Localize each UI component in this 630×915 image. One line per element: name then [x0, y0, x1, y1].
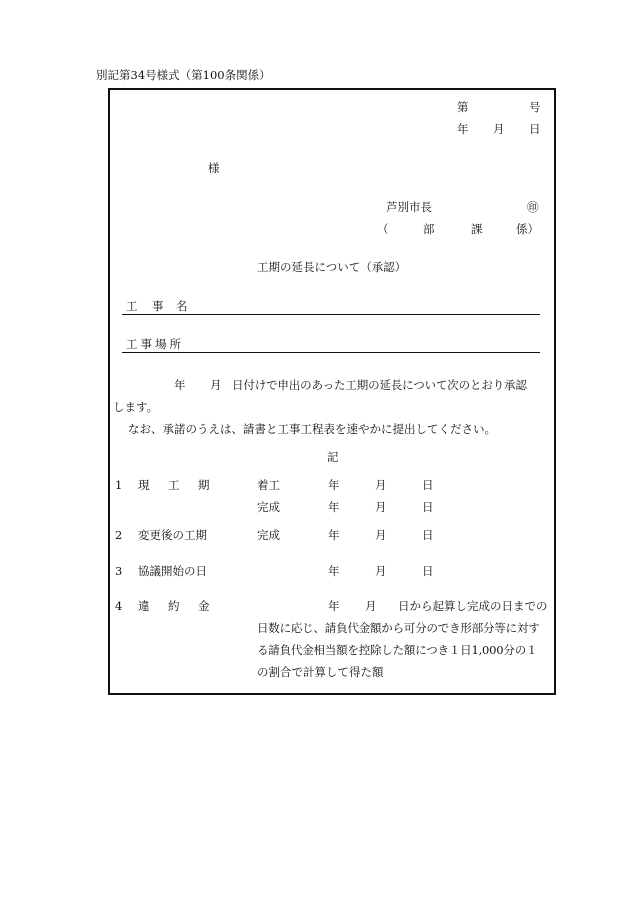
item3-tsuki: 月: [375, 564, 387, 578]
item1-start-label: 着工: [257, 478, 280, 492]
item2-hi: 日: [422, 528, 434, 542]
item1-end-hi: 日: [422, 500, 434, 514]
issuer-title: 芦別市長: [386, 200, 432, 214]
item4-line1-rest: 日から起算し完成の日までの: [398, 599, 548, 613]
item3-hi: 日: [422, 564, 434, 578]
dept-ka: 課: [471, 222, 483, 236]
item1-end-label: 完成: [257, 500, 280, 514]
item1-start-hi: 日: [422, 478, 434, 492]
construction-name-label-1: 工: [126, 299, 138, 313]
item4-label-3: 金: [198, 599, 210, 613]
dept-bu: 部: [423, 222, 435, 236]
doc-date-hi: 日: [529, 122, 541, 136]
item3-nen: 年: [328, 564, 340, 578]
item1-label-3: 期: [198, 478, 210, 492]
body-tsuki: 月: [210, 378, 222, 392]
doc-date-tsuki: 月: [493, 122, 505, 136]
construction-site-label: 工事場所: [126, 337, 184, 351]
item3-label: 協議開始の日: [138, 564, 207, 578]
item4-nen: 年: [328, 599, 340, 613]
addressee-suffix: 様: [208, 161, 220, 175]
construction-name-label-2: 事: [152, 299, 164, 313]
body-line3: なお、承諾のうえは、請書と工事工程表を速やかに提出してください。: [128, 422, 496, 436]
item4-label-2: 約: [168, 599, 180, 613]
item4-number: 4: [115, 599, 123, 613]
doc-number-dai: 第: [457, 100, 469, 114]
item4-label-1: 違: [138, 599, 150, 613]
item1-start-nen: 年: [328, 478, 340, 492]
item1-label-1: 現: [138, 478, 150, 492]
item2-nen: 年: [328, 528, 340, 542]
item4-line3: る請負代金相当額を控除した額につき１日1,000分の１: [257, 643, 538, 657]
item1-number: 1: [115, 478, 123, 492]
construction-name-underline: [122, 314, 540, 315]
item2-end-label: 完成: [257, 528, 280, 542]
item1-label-2: 工: [168, 478, 180, 492]
ki-heading: 記: [327, 450, 339, 464]
construction-site-underline: [122, 352, 540, 353]
item3-number: 3: [115, 564, 123, 578]
item1-end-nen: 年: [328, 500, 340, 514]
item4-tsuki: 月: [365, 599, 377, 613]
body-line1-rest: 日付けで申出のあった工期の延長について次のとおり承認: [232, 378, 527, 392]
item2-tsuki: 月: [375, 528, 387, 542]
doc-number-go: 号: [529, 100, 541, 114]
item4-line2: 日数に応じ、請負代金額から可分のでき形部分等に対す: [257, 621, 540, 635]
item2-number: 2: [115, 528, 123, 542]
seal-mark: ㊞: [527, 200, 539, 214]
item4-line4: の割合で計算して得た額: [257, 665, 384, 679]
doc-date-nen: 年: [457, 122, 469, 136]
item1-end-tsuki: 月: [375, 500, 387, 514]
item2-label: 変更後の工期: [138, 528, 207, 542]
body-nen: 年: [174, 378, 186, 392]
construction-name-label-3: 名: [176, 299, 188, 313]
document-subject: 工期の延長について（承認）: [257, 260, 407, 274]
item1-start-tsuki: 月: [375, 478, 387, 492]
form-header-label: 別記第34号様式（第100条関係）: [96, 68, 271, 82]
dept-kakari: 係）: [516, 222, 539, 236]
dept-open: （: [377, 222, 389, 236]
body-line2: します。: [113, 400, 159, 414]
